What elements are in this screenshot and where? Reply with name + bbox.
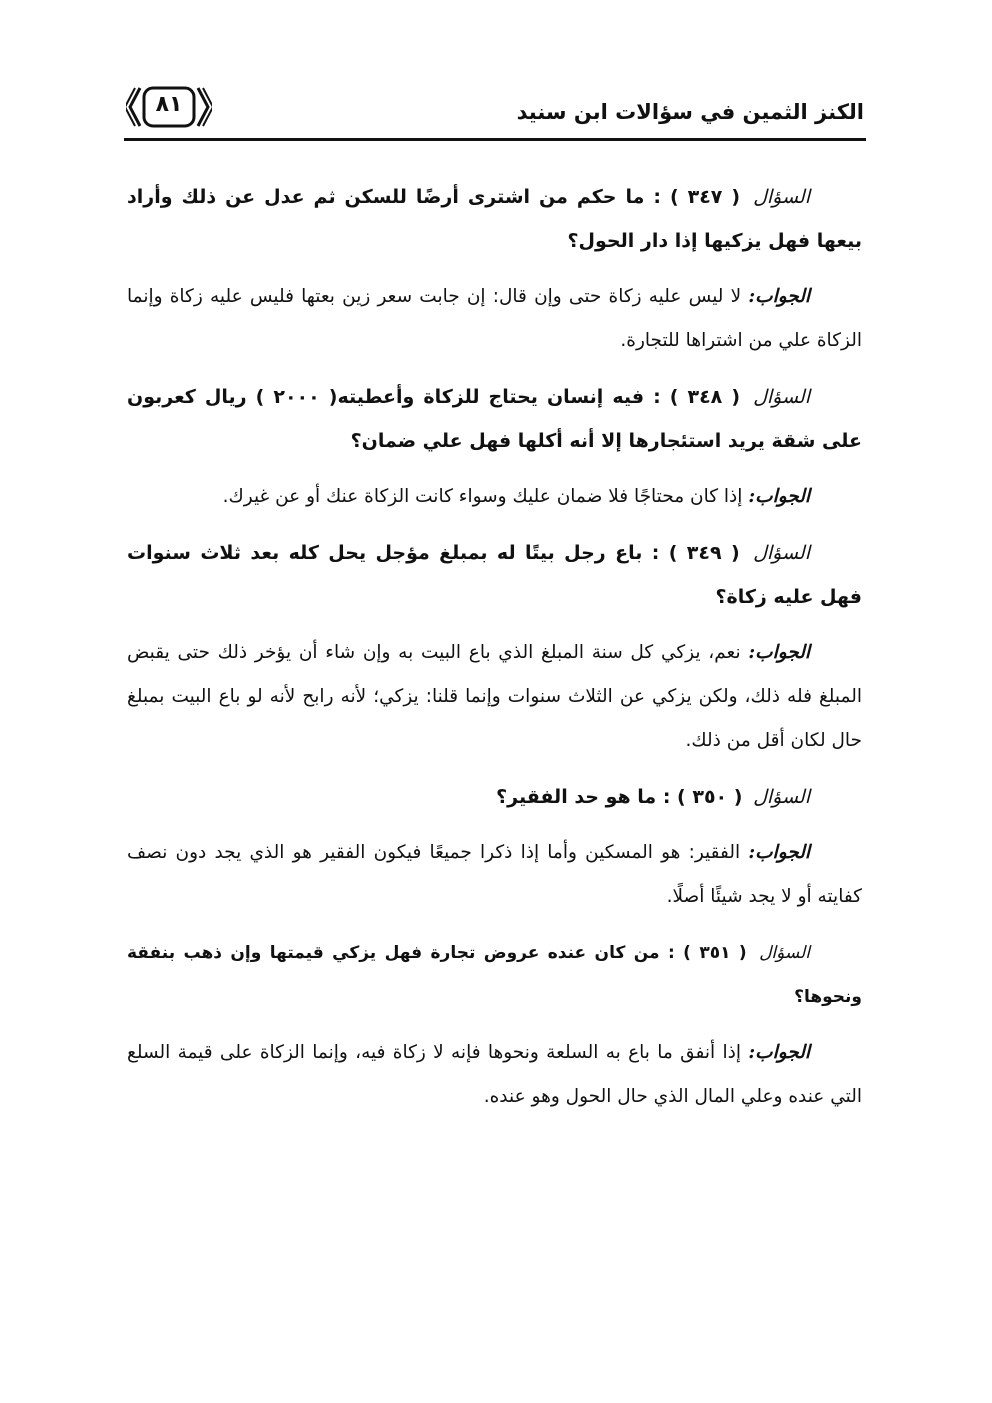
answer-label: الجواب: — [748, 486, 810, 507]
answer-349 — [127, 631, 862, 763]
answer-347 — [127, 275, 862, 363]
book-title: الكنز الثمين في سؤالات ابن سنيد — [516, 100, 864, 124]
question-number: ( ٣٤٧ ) : — [653, 186, 741, 208]
question-text: باع رجل بيتًا له بمبلغ مؤجل يحل كله بعد ثلاث سنوات فهل عليه زكاة؟ — [127, 542, 862, 608]
answer-label: الجواب: — [748, 1042, 811, 1063]
page-number-badge — [126, 84, 212, 130]
page-content — [127, 175, 862, 1131]
answer-351 — [127, 1031, 862, 1119]
answer-text: إذا كان محتاجًا فلا ضمان عليك وسواء كانت الزكاة عنك أو عن غيرك. — [222, 486, 743, 507]
question-number: ( ٣٥١ ) : — [667, 943, 747, 963]
question-351 — [127, 931, 862, 1019]
page-number: ٨١ — [155, 92, 183, 117]
answer-text: نعم، يزكي كل سنة المبلغ الذي باع البيت به وإن شاء أن يؤخر ذلك حتى يقبض المبلغ فله ذلك، ولكن يزكي عن الثلاث سنوات وإنما قلنا: يزكي؛ لأنه رابح لأنه لو باع البيت بمبلغ حال لكان أقل من ذلك. — [127, 642, 862, 751]
answer-label: الجواب: — [748, 842, 810, 863]
question-text: ما هو حد الفقير؟ — [496, 786, 657, 808]
question-label: السؤال — [753, 386, 810, 408]
answer-text: إذا أنفق ما باع به السلعة ونحوها فإنه لا زكاة فيه، وإنما الزكاة على قيمة السلع التي عنده وعلي المال الذي حال الحول وهو عنده. — [127, 1042, 862, 1107]
question-number: ( ٣٥٠ ) : — [662, 786, 743, 808]
question-number: ( ٣٤٨ ) : — [653, 386, 741, 408]
question-text: ما حكم من اشترى أرضًا للسكن ثم عدل عن ذلك وأراد بيعها فهل يزكيها إذا دار الحول؟ — [127, 186, 862, 252]
question-number: ( ٣٤٩ ) : — [651, 542, 740, 564]
question-label: السؤال — [753, 186, 810, 208]
answer-text: الفقير: هو المسكين وأما إذا ذكرا جميعًا فيكون الفقير هو الذي يجد دون نصف كفايته أو لا يجد شيئًا أصلًا. — [127, 842, 862, 907]
answer-label: الجواب: — [748, 642, 810, 663]
question-text: فيه إنسان يحتاج للزكاة وأعطيته( ٢٠٠٠ ) ريال كعربون على شقة يريد استئجارها إلا أنه أكلها فهل علي ضمان؟ — [127, 386, 862, 452]
answer-350 — [127, 831, 862, 919]
answer-348 — [127, 475, 862, 519]
question-347 — [127, 175, 862, 263]
question-text: من كان عنده عروض تجارة فهل يزكي قيمتها وإن ذهب بنفقة ونحوها؟ — [127, 943, 862, 1007]
question-349 — [127, 531, 862, 619]
question-label: السؤال — [753, 542, 810, 564]
question-label: السؤال — [753, 786, 810, 808]
answer-label: الجواب: — [748, 286, 810, 307]
answer-text: لا ليس عليه زكاة حتى وإن قال: إن جابت سعر زين بعتها فليس عليه زكاة وإنما الزكاة علي من اشتراها للتجارة. — [127, 286, 862, 351]
question-label: السؤال — [759, 943, 810, 963]
question-350 — [127, 775, 862, 819]
page-header — [124, 78, 866, 141]
question-348 — [127, 375, 862, 463]
